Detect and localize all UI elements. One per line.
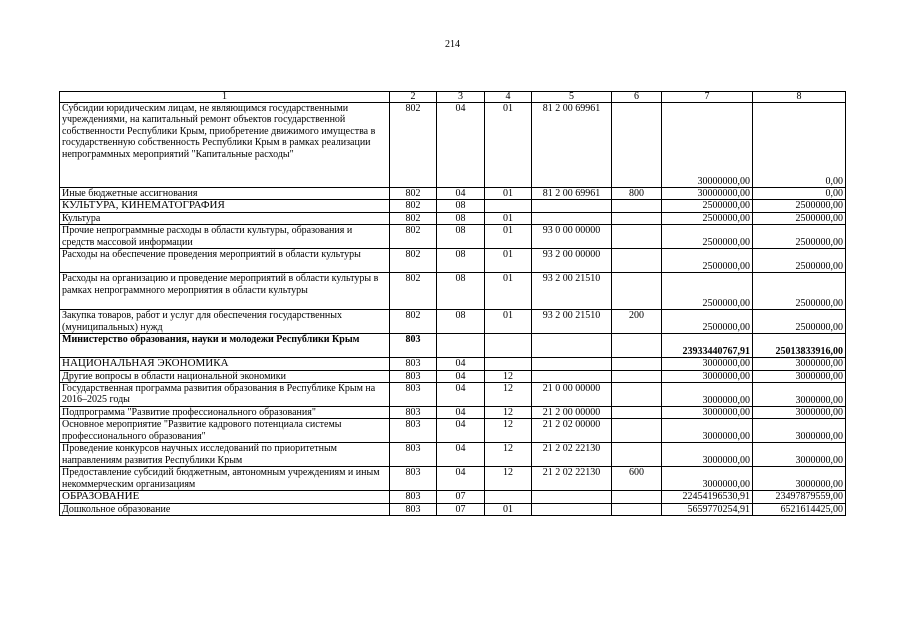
row-ministry-code: 803 bbox=[390, 491, 437, 503]
row-amount-1: 3000000,00 bbox=[662, 467, 753, 491]
row-description: НАЦИОНАЛЬНАЯ ЭКОНОМИКА bbox=[60, 358, 390, 370]
table-row bbox=[60, 200, 846, 212]
row-amount-2: 2500000,00 bbox=[753, 200, 846, 212]
row-amount-1: 22454196530,91 bbox=[662, 491, 753, 503]
row-target-code bbox=[532, 370, 612, 382]
row-amount-2: 3000000,00 bbox=[753, 358, 846, 370]
row-description: Субсидии юридическим лицам, не являющимся государственными учреждениями, на капитальный ремонт объектов государственной собственности Республики Крым, приобретение движимого имущества в государственную собственность Республики Крым в рамках реализации непрограммных мероприятий "Капитальные расходы" bbox=[60, 103, 390, 188]
table-row bbox=[60, 334, 846, 358]
row-description: Дошкольное образование bbox=[60, 503, 390, 515]
row-description: Другие вопросы в области национальной экономики bbox=[60, 370, 390, 382]
table-row bbox=[60, 188, 846, 200]
row-section-code: 08 bbox=[437, 273, 485, 310]
table-row bbox=[60, 383, 846, 407]
row-section-code: 08 bbox=[437, 225, 485, 249]
row-subsection-code: 01 bbox=[485, 249, 532, 273]
row-description: Культура bbox=[60, 212, 390, 224]
row-amount-2: 0,00 bbox=[753, 103, 846, 188]
row-ministry-code: 802 bbox=[390, 103, 437, 188]
header-cell: 2 bbox=[390, 92, 437, 103]
row-amount-2: 3000000,00 bbox=[753, 419, 846, 443]
row-expense-type bbox=[612, 370, 662, 382]
row-section-code: 04 bbox=[437, 188, 485, 200]
row-subsection-code: 01 bbox=[485, 273, 532, 310]
row-expense-type bbox=[612, 103, 662, 188]
row-subsection-code: 01 bbox=[485, 188, 532, 200]
row-section-code: 07 bbox=[437, 491, 485, 503]
row-amount-2: 3000000,00 bbox=[753, 443, 846, 467]
page-number: 214 bbox=[445, 39, 460, 50]
row-description: Основное мероприятие "Развитие кадрового потенциала системы профессионального образования" bbox=[60, 419, 390, 443]
header-cell: 7 bbox=[662, 92, 753, 103]
row-amount-1: 2500000,00 bbox=[662, 225, 753, 249]
header-cell: 4 bbox=[485, 92, 532, 103]
row-description: ОБРАЗОВАНИЕ bbox=[60, 491, 390, 503]
row-expense-type bbox=[612, 358, 662, 370]
row-target-code: 21 2 02 22130 bbox=[532, 467, 612, 491]
row-amount-1: 3000000,00 bbox=[662, 407, 753, 419]
budget-table bbox=[59, 91, 846, 516]
row-amount-1: 3000000,00 bbox=[662, 383, 753, 407]
table-row bbox=[60, 103, 846, 188]
row-description: Министерство образования, науки и молодежи Республики Крым bbox=[60, 334, 390, 358]
table-row bbox=[60, 419, 846, 443]
row-target-code: 93 2 00 21510 bbox=[532, 310, 612, 334]
row-subsection-code: 01 bbox=[485, 225, 532, 249]
row-target-code: 21 2 00 00000 bbox=[532, 407, 612, 419]
header-cell: 6 bbox=[612, 92, 662, 103]
row-ministry-code: 803 bbox=[390, 358, 437, 370]
row-expense-type bbox=[612, 249, 662, 273]
row-subsection-code: 01 bbox=[485, 212, 532, 224]
row-target-code: 21 2 02 00000 bbox=[532, 419, 612, 443]
row-amount-1: 2500000,00 bbox=[662, 273, 753, 310]
row-amount-1: 3000000,00 bbox=[662, 370, 753, 382]
row-ministry-code: 802 bbox=[390, 310, 437, 334]
row-subsection-code: 12 bbox=[485, 443, 532, 467]
row-amount-2: 2500000,00 bbox=[753, 310, 846, 334]
table-row bbox=[60, 407, 846, 419]
row-description: Иные бюджетные ассигнования bbox=[60, 188, 390, 200]
row-ministry-code: 803 bbox=[390, 383, 437, 407]
row-target-code: 93 2 00 21510 bbox=[532, 273, 612, 310]
row-target-code bbox=[532, 503, 612, 515]
row-section-code: 04 bbox=[437, 358, 485, 370]
row-ministry-code: 802 bbox=[390, 225, 437, 249]
row-amount-1: 3000000,00 bbox=[662, 358, 753, 370]
row-description: Государственная программа развития образования в Республике Крым на 2016–2025 годы bbox=[60, 383, 390, 407]
row-ministry-code: 802 bbox=[390, 249, 437, 273]
row-expense-type bbox=[612, 503, 662, 515]
row-section-code: 08 bbox=[437, 212, 485, 224]
row-amount-2: 3000000,00 bbox=[753, 407, 846, 419]
row-subsection-code: 12 bbox=[485, 467, 532, 491]
table-row bbox=[60, 491, 846, 503]
row-description: Расходы на организацию и проведение мероприятий в области культуры в рамках непрограммного мероприятия в области культуры bbox=[60, 273, 390, 310]
header-cell: 1 bbox=[60, 92, 390, 103]
row-target-code bbox=[532, 212, 612, 224]
row-ministry-code: 803 bbox=[390, 467, 437, 491]
table-row bbox=[60, 310, 846, 334]
row-subsection-code bbox=[485, 334, 532, 358]
row-subsection-code: 12 bbox=[485, 383, 532, 407]
row-amount-1: 5659770254,91 bbox=[662, 503, 753, 515]
row-amount-2: 2500000,00 bbox=[753, 249, 846, 273]
row-section-code: 08 bbox=[437, 200, 485, 212]
row-expense-type bbox=[612, 419, 662, 443]
row-amount-1: 2500000,00 bbox=[662, 212, 753, 224]
table-row bbox=[60, 443, 846, 467]
row-target-code: 21 0 00 00000 bbox=[532, 383, 612, 407]
row-expense-type: 200 bbox=[612, 310, 662, 334]
row-ministry-code: 802 bbox=[390, 212, 437, 224]
row-amount-2: 3000000,00 bbox=[753, 467, 846, 491]
row-subsection-code: 12 bbox=[485, 370, 532, 382]
row-expense-type bbox=[612, 334, 662, 358]
row-target-code: 21 2 02 22130 bbox=[532, 443, 612, 467]
row-target-code bbox=[532, 358, 612, 370]
row-amount-2: 3000000,00 bbox=[753, 370, 846, 382]
row-description: Расходы на обеспечение проведения мероприятий в области культуры bbox=[60, 249, 390, 273]
row-subsection-code bbox=[485, 200, 532, 212]
row-ministry-code: 802 bbox=[390, 273, 437, 310]
row-ministry-code: 803 bbox=[390, 370, 437, 382]
table-row bbox=[60, 249, 846, 273]
row-subsection-code: 01 bbox=[485, 503, 532, 515]
row-expense-type bbox=[612, 273, 662, 310]
table-row bbox=[60, 370, 846, 382]
row-section-code: 07 bbox=[437, 503, 485, 515]
row-ministry-code: 803 bbox=[390, 443, 437, 467]
row-expense-type bbox=[612, 225, 662, 249]
header-cell: 8 bbox=[753, 92, 846, 103]
row-amount-2: 0,00 bbox=[753, 188, 846, 200]
row-description: КУЛЬТУРА, КИНЕМАТОГРАФИЯ bbox=[60, 200, 390, 212]
row-section-code: 08 bbox=[437, 249, 485, 273]
row-expense-type bbox=[612, 443, 662, 467]
row-expense-type bbox=[612, 407, 662, 419]
row-expense-type bbox=[612, 200, 662, 212]
row-subsection-code bbox=[485, 491, 532, 503]
row-section-code: 04 bbox=[437, 383, 485, 407]
row-description: Подпрограмма "Развитие профессионального образования" bbox=[60, 407, 390, 419]
row-ministry-code: 802 bbox=[390, 188, 437, 200]
row-ministry-code: 803 bbox=[390, 407, 437, 419]
row-target-code bbox=[532, 491, 612, 503]
row-expense-type: 600 bbox=[612, 467, 662, 491]
row-amount-1: 2500000,00 bbox=[662, 249, 753, 273]
row-amount-1: 30000000,00 bbox=[662, 103, 753, 188]
row-amount-1: 3000000,00 bbox=[662, 419, 753, 443]
row-amount-1: 3000000,00 bbox=[662, 443, 753, 467]
table-row bbox=[60, 212, 846, 224]
row-target-code: 93 0 00 00000 bbox=[532, 225, 612, 249]
row-amount-2: 25013833916,00 bbox=[753, 334, 846, 358]
row-section-code: 04 bbox=[437, 443, 485, 467]
row-amount-2: 3000000,00 bbox=[753, 383, 846, 407]
row-target-code bbox=[532, 334, 612, 358]
row-subsection-code: 01 bbox=[485, 103, 532, 188]
row-subsection-code bbox=[485, 358, 532, 370]
row-description: Проведение конкурсов научных исследований по приоритетным направлениям развития Республики Крым bbox=[60, 443, 390, 467]
row-expense-type bbox=[612, 383, 662, 407]
row-target-code: 81 2 00 69961 bbox=[532, 103, 612, 188]
row-description: Прочие непрограммные расходы в области культуры, образования и средств массовой информации bbox=[60, 225, 390, 249]
row-amount-2: 2500000,00 bbox=[753, 273, 846, 310]
row-section-code: 04 bbox=[437, 419, 485, 443]
row-ministry-code: 803 bbox=[390, 503, 437, 515]
row-target-code bbox=[532, 200, 612, 212]
header-cell: 3 bbox=[437, 92, 485, 103]
row-expense-type: 800 bbox=[612, 188, 662, 200]
row-expense-type bbox=[612, 212, 662, 224]
row-amount-1: 2500000,00 bbox=[662, 200, 753, 212]
table-row bbox=[60, 467, 846, 491]
row-subsection-code: 01 bbox=[485, 310, 532, 334]
row-ministry-code: 803 bbox=[390, 334, 437, 358]
header-cell: 5 bbox=[532, 92, 612, 103]
row-target-code: 93 2 00 00000 bbox=[532, 249, 612, 273]
row-section-code: 08 bbox=[437, 310, 485, 334]
row-amount-2: 2500000,00 bbox=[753, 225, 846, 249]
row-amount-1: 30000000,00 bbox=[662, 188, 753, 200]
row-amount-1: 23933440767,91 bbox=[662, 334, 753, 358]
row-amount-2: 23497879559,00 bbox=[753, 491, 846, 503]
row-description: Закупка товаров, работ и услуг для обеспечения государственных (муниципальных) нужд bbox=[60, 310, 390, 334]
row-subsection-code: 12 bbox=[485, 407, 532, 419]
table-header-row bbox=[60, 92, 846, 103]
table-row bbox=[60, 225, 846, 249]
row-subsection-code: 12 bbox=[485, 419, 532, 443]
table-row bbox=[60, 273, 846, 310]
row-target-code: 81 2 00 69961 bbox=[532, 188, 612, 200]
row-ministry-code: 803 bbox=[390, 419, 437, 443]
row-section-code: 04 bbox=[437, 407, 485, 419]
row-section-code: 04 bbox=[437, 370, 485, 382]
row-amount-2: 2500000,00 bbox=[753, 212, 846, 224]
row-amount-1: 2500000,00 bbox=[662, 310, 753, 334]
table-row bbox=[60, 503, 846, 515]
row-description: Предоставление субсидий бюджетным, автономным учреждениям и иным некоммерческим организациям bbox=[60, 467, 390, 491]
row-section-code: 04 bbox=[437, 103, 485, 188]
row-section-code bbox=[437, 334, 485, 358]
table-row bbox=[60, 358, 846, 370]
row-section-code: 04 bbox=[437, 467, 485, 491]
row-amount-2: 6521614425,00 bbox=[753, 503, 846, 515]
row-expense-type bbox=[612, 491, 662, 503]
row-ministry-code: 802 bbox=[390, 200, 437, 212]
